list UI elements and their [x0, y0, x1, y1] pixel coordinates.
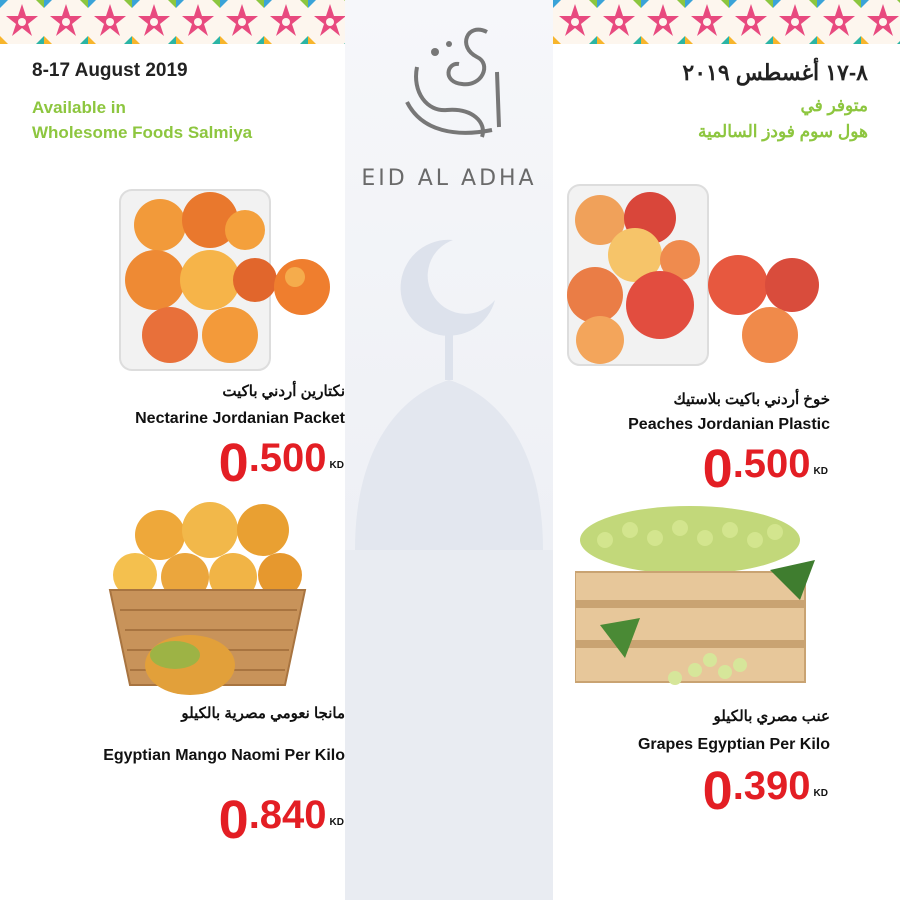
product-2-price-dec: .500 — [732, 442, 811, 486]
product-2-name-english: Peaches Jordanian Plastic — [628, 416, 830, 433]
peaches-plastic-image — [560, 180, 830, 370]
product-1-price-dec: .500 — [248, 436, 327, 480]
availability-ar-line-1: متوفر في — [800, 96, 868, 115]
pattern-border-right — [553, 0, 900, 44]
availability-ar-line-2: هول سوم فودز السالمية — [697, 122, 868, 141]
mosque-dome-graphic — [345, 230, 553, 900]
product-3-currency: KD — [329, 817, 344, 828]
product-2-currency: KD — [813, 466, 828, 477]
product-2-name-arabic: خوخ أردني باكيت بلاستيك — [673, 391, 830, 408]
product-1-name-english: Nectarine Jordanian Packet — [135, 410, 345, 427]
mango-basket-image — [105, 495, 315, 695]
product-3-name-english: Egyptian Mango Naomi Per Kilo — [103, 747, 345, 764]
product-3-price — [218, 790, 344, 850]
product-1-price-int: 0 — [218, 433, 249, 493]
product-4-price-int: 0 — [702, 761, 733, 821]
eid-title: EID AL ADHA — [361, 166, 537, 191]
grapes-crate-image — [575, 500, 820, 695]
offer-date-english: 8-17 August 2019 — [32, 60, 188, 81]
availability-arabic — [698, 93, 868, 145]
product-4-price-dec: .390 — [732, 764, 811, 808]
eid-calligraphy — [387, 12, 523, 152]
offer-date-arabic: ٨-١٧ أغسطس ٢٠١٩ — [682, 60, 868, 85]
product-2-price — [702, 439, 828, 499]
product-1-price — [218, 433, 344, 493]
product-4-name-english: Grapes Egyptian Per Kilo — [637, 736, 830, 753]
product-3-price-int: 0 — [218, 790, 249, 850]
availability-line-1: Available in — [32, 98, 126, 117]
availability-english — [32, 95, 252, 145]
product-3-name-arabic: مانجا نعومي مصرية بالكيلو — [181, 705, 345, 722]
product-1-currency: KD — [329, 460, 344, 471]
product-2-price-int: 0 — [702, 439, 733, 499]
pattern-border-left — [0, 0, 345, 44]
product-3-price-dec: .840 — [248, 793, 327, 837]
availability-line-2: Wholesome Foods Salmiya — [32, 123, 253, 142]
product-4-name-arabic: عنب مصري بالكيلو — [713, 708, 830, 725]
product-4-currency: KD — [813, 788, 828, 799]
product-4-price — [702, 761, 828, 821]
nectarine-packet-image — [110, 185, 335, 375]
product-1-name-arabic: نكتارين أردني باكيت — [222, 383, 345, 400]
